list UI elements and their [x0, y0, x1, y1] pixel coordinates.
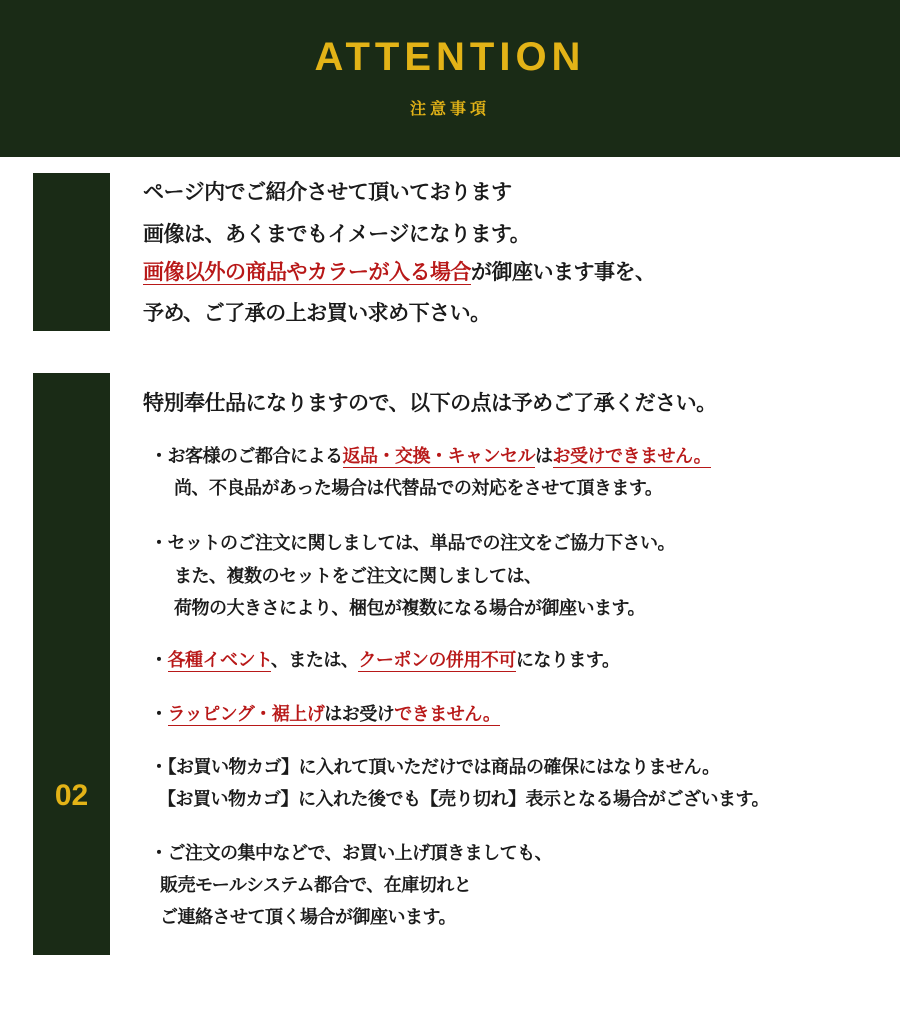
- bullet-4: [150, 701, 500, 729]
- section-01-line-3: [143, 257, 656, 287]
- page-title: ATTENTION: [314, 35, 586, 79]
- bullet-1-line-2: 尚、不良品があった場合は代替品での対応をさせて頂きます。: [174, 478, 663, 499]
- highlight-text: 各種イベント: [167, 650, 271, 671]
- highlight-text: クーポンの併用不可: [358, 650, 516, 671]
- text: ・お客様のご都合による: [150, 446, 343, 467]
- bullet-5-line-2: 【お買い物カゴ】に入れた後でも【売り切れ】表示となる場合がございます。: [158, 789, 770, 810]
- section-01-line-1: ページ内でご紹介させて頂いております: [143, 180, 512, 204]
- text: ・: [150, 650, 168, 671]
- text: が御座います事を、: [471, 260, 656, 284]
- highlight-text: ラッピング・裾上げ: [167, 704, 325, 725]
- bullet-6-line-1: ・ご注文の集中などで、お買い上げ頂きましても、: [150, 843, 553, 864]
- bullet-6-line-3: ご連絡させて頂く場合が御座います。: [160, 907, 457, 928]
- bullet-5-line-1: ・【お買い物カゴ】に入れて頂いただけでは商品の確保にはなりません。: [150, 757, 720, 778]
- section-01-line-2: 画像は、あくまでもイメージになります。: [143, 222, 531, 246]
- bullet-2-line-1: ・セットのご注文に関しましては、単品での注文をご協力下さい。: [150, 533, 675, 554]
- text: ・: [150, 704, 168, 725]
- section-number: 02: [54, 779, 89, 812]
- highlight-text: 画像以外の商品やカラーが入る場合: [143, 260, 471, 284]
- bullet-1-line-1: [150, 443, 711, 471]
- text: はお受け: [324, 704, 395, 725]
- highlight-text: お受けできません。: [552, 446, 712, 467]
- highlight-text: 返品・交換・キャンセル: [342, 446, 535, 467]
- text: 、または、: [270, 650, 359, 671]
- text: は: [535, 446, 553, 467]
- bullet-6-line-2: 販売モールシステム都合で、在庫切れと: [160, 875, 472, 896]
- bullet-2-line-3: 荷物の大きさにより、梱包が複数になる場合が御座います。: [174, 598, 646, 619]
- section-01-line-4: 予め、ご了承の上お買い求め下さい。: [143, 301, 491, 325]
- section-02-intro: 特別奉仕品になりますので、以下の点は予めご了承ください。: [143, 391, 717, 415]
- header-banner: [0, 0, 900, 157]
- section-02-number-box: [33, 373, 110, 955]
- highlight-text: できません。: [394, 704, 501, 725]
- bullet-2-line-2: また、複数のセットをご注文に関しましては、: [174, 566, 542, 587]
- text: になります。: [515, 650, 620, 671]
- page-subtitle: 注意事項: [409, 99, 490, 118]
- bullet-3: [150, 647, 619, 675]
- section-01-number-box: [33, 173, 110, 331]
